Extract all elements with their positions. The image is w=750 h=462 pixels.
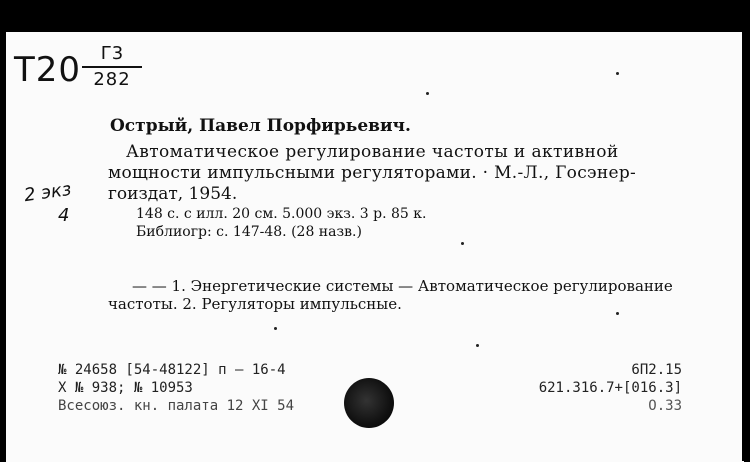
scan-edge-right: [742, 0, 750, 461]
footer-author-sign: О.ЗЗ: [648, 398, 682, 414]
margin-note-copies: 2 экз: [22, 178, 73, 207]
record-title-line-2: мощности импульсными регуляторами. · М.-Л., Госэнер-: [108, 163, 637, 183]
speck: [274, 327, 277, 330]
record-bibliography-note: Библиогр: с. 147-48. (28 назв.): [136, 224, 362, 240]
card-punch-hole: [344, 378, 394, 428]
footer-chamber-stamp: Всесоюз. кн. палата 12 XI 54: [58, 398, 295, 414]
speck: [476, 344, 479, 347]
record-title-line-3: гоиздат, 1954.: [108, 184, 238, 204]
shelf-mark-main: T20: [14, 50, 82, 90]
footer-bbk-index: 6П2.15: [631, 362, 682, 378]
record-physical-description: 148 с. с илл. 20 см. 5.000 экз. 3 р. 85 к.: [136, 206, 427, 222]
speck: [616, 72, 619, 75]
footer-registration-number: № 24658 [54-48122] п — 16-4: [58, 362, 286, 378]
speck: [426, 92, 429, 95]
margin-note-number: 4: [58, 205, 70, 226]
shelf-mark-numerator: Г3: [100, 43, 124, 64]
record-title-line-1: Автоматическое регулирование частоты и активной: [126, 142, 619, 162]
speck: [616, 312, 619, 315]
footer-udc-index: 621.316.7+[016.3]: [538, 380, 682, 396]
scan-edge-marks: [0, 232, 6, 262]
shelf-mark-denominator: 282: [93, 69, 131, 90]
shelf-mark: [14, 50, 81, 90]
subject-headings-line-2: частоты. 2. Регуляторы импульсные.: [108, 295, 402, 313]
footer-order-number: X № 938; № 10953: [58, 380, 193, 396]
speck: [461, 242, 464, 245]
subject-headings-line-1: — — 1. Энергетические системы — Автоматическое регулирование: [132, 277, 673, 295]
catalog-card: [6, 32, 744, 462]
shelf-mark-fraction: [82, 44, 142, 90]
fraction-bar: [82, 66, 142, 68]
record-author: Острый, Павел Порфирьевич.: [110, 116, 411, 136]
